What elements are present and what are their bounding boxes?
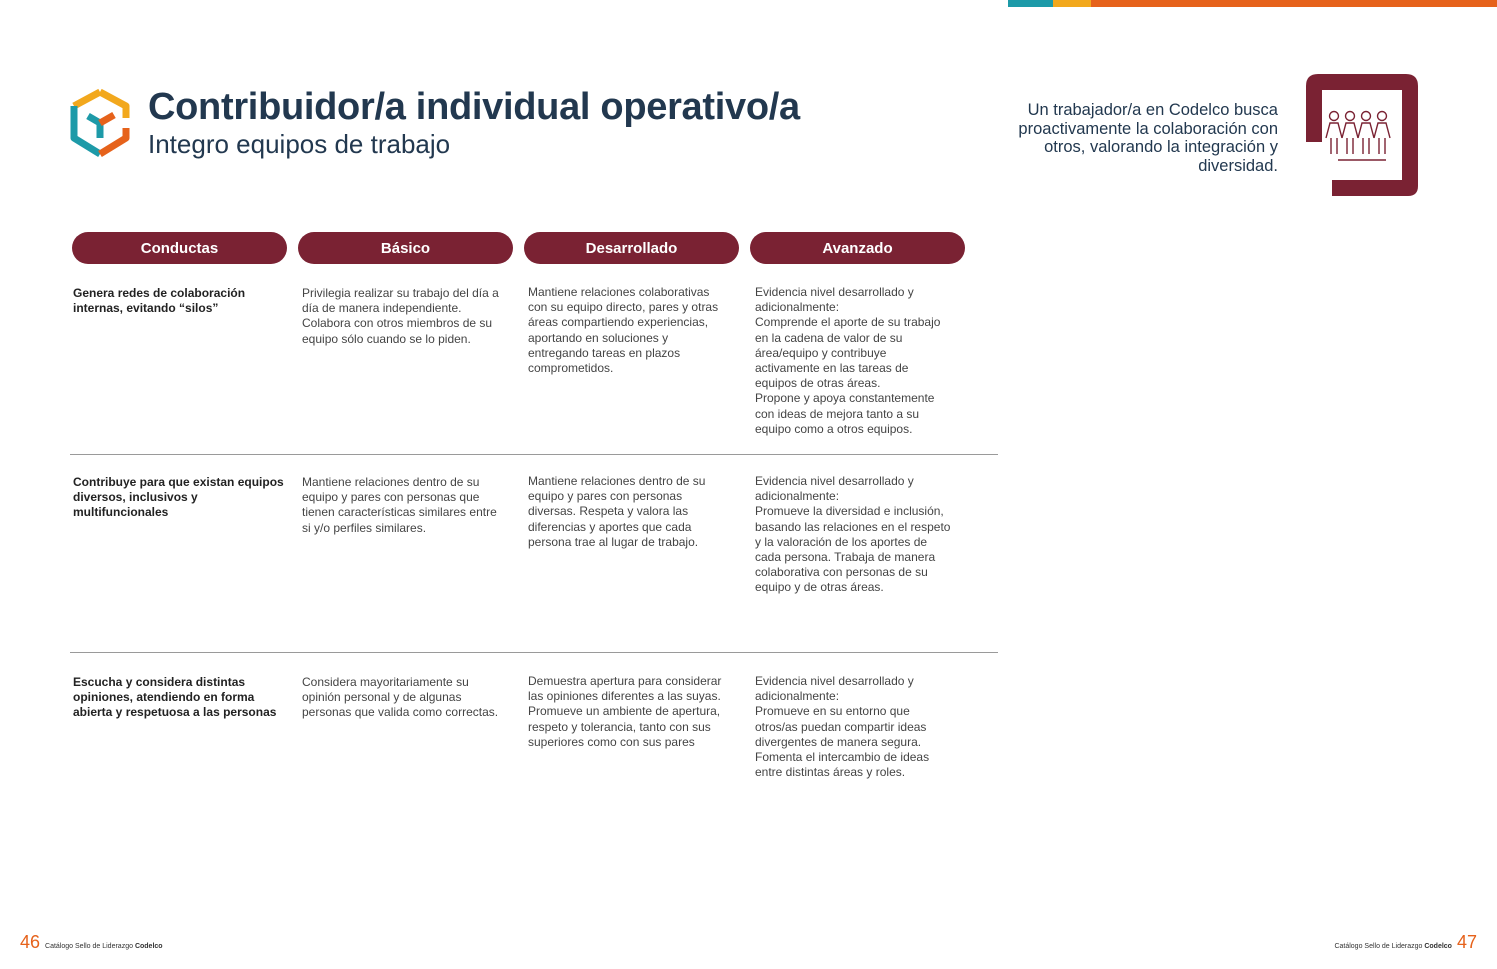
row-1-advanced: Evidencia nivel desarrollado y adicionalmente: Comprende el aporte de su trabajo en la cadena de valor de su área/equipo y contribuye activamente en las tareas de equipos de otras áreas. Propone y apoya constantemente con ideas de mejora tanto a su equipo como a otros equipos. xyxy=(755,285,941,436)
footer-right xyxy=(1334,932,1477,953)
row-2-developed: Mantiene relaciones dentro de su equipo y pares con personas diversas. Respeta y valora las diferencias y aportes que cada persona trae al lugar de trabajo. xyxy=(528,474,706,549)
accent-orange-segment xyxy=(1091,0,1497,7)
accent-teal-segment xyxy=(1008,0,1053,7)
accent-yellow-segment xyxy=(1053,0,1091,7)
row-divider xyxy=(70,652,998,653)
team-people-icon xyxy=(1294,68,1430,202)
row-3-advanced: Evidencia nivel desarrollado y adicionalmente: Promueve en su entorno que otros/as puedan compartir ideas divergentes de manera segura. Fomenta el intercambio de ideas entre distintas áreas y roles. xyxy=(755,674,930,780)
cube-logo-icon xyxy=(68,88,132,160)
page-subtitle: Integro equipos de trabajo xyxy=(148,129,451,159)
page-number-right: 47 xyxy=(1456,932,1477,952)
competency-description: Un trabajador/a en Codelco busca proactivamente la colaboración con otros, valorando la integración y diversidad. xyxy=(1018,101,1278,175)
row-2-basic: Mantiene relaciones dentro de su equipo y pares con personas que tienen características similares entre si y/o perfiles similares. xyxy=(302,475,497,535)
row-3-developed: Demuestra apertura para considerar las opiniones diferentes a las suyas. Promueve un ambiente de apertura, respeto y tolerancia, tanto con sus superiores como con sus pares xyxy=(528,674,722,749)
footer-left xyxy=(20,932,163,953)
top-accent-bar xyxy=(1008,0,1497,7)
row-3-basic: Considera mayoritariamente su opinión personal y de algunas personas que valida como correctas. xyxy=(302,675,499,720)
page-number-left: 46 xyxy=(20,932,41,952)
row-2-advanced: Evidencia nivel desarrollado y adicionalmente: Promueve la diversidad e inclusión, basando las relaciones en el respeto y la valoración de los aportes de cada persona. Trabaja de manera colaborativa con personas de su equipo y de otras áreas. xyxy=(755,474,951,595)
footer-catalog-text-right: Catálogo Sello de Liderazgo Codelco xyxy=(1334,943,1452,950)
row-1-developed: Mantiene relaciones colaborativas con su equipo directo, pares y otras áreas compartiendo experiencias, aportando en soluciones y entregando tareas en plazos comprometidos. xyxy=(528,285,719,376)
column-header-basico: Básico xyxy=(298,232,513,264)
row-divider xyxy=(70,454,998,455)
footer-catalog-text-left: Catálogo Sello de Liderazgo Codelco xyxy=(45,943,163,950)
row-3-behavior: Escucha y considera distintas opiniones, atendiendo en forma abierta y respetuosa a las personas xyxy=(73,675,277,720)
row-1-basic: Privilegia realizar su trabajo del día a día de manera independiente. Colabora con otros miembros de su equipo sólo cuando se lo piden. xyxy=(302,286,499,346)
column-header-desarrollado: Desarrollado xyxy=(524,232,739,264)
row-2-behavior: Contribuye para que existan equipos diversos, inclusivos y multifuncionales xyxy=(73,475,284,520)
row-1-behavior: Genera redes de colaboración internas, evitando “silos” xyxy=(73,286,246,316)
column-header-conductas: Conductas xyxy=(72,232,287,264)
page-title: Contribuidor/a individual operativo/a xyxy=(148,86,800,128)
column-header-avanzado: Avanzado xyxy=(750,232,965,264)
